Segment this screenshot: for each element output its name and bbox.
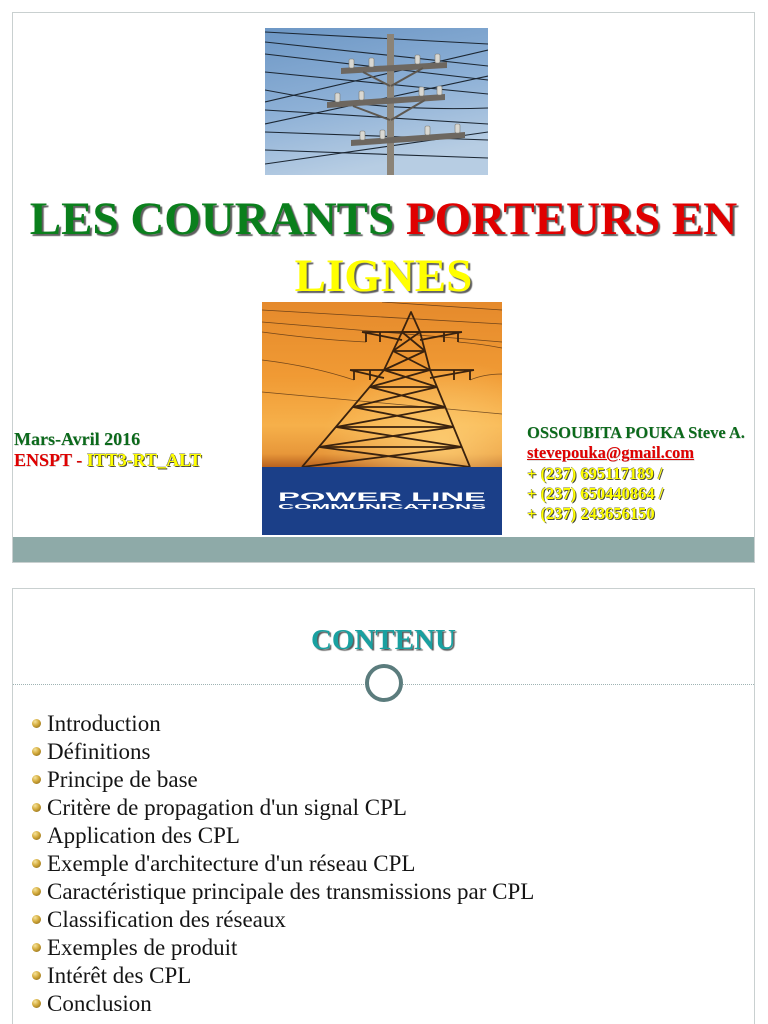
author-contact xyxy=(527,423,745,524)
list-item xyxy=(32,990,534,1018)
tower-sunset-image xyxy=(262,302,502,467)
list-item-label: Exemple d'architecture d'un réseau CPL xyxy=(47,851,416,876)
bullet-icon xyxy=(32,831,41,840)
banner-text xyxy=(262,467,502,535)
list-item-label: Caractéristique principale des transmissions par CPL xyxy=(47,879,535,904)
school-line xyxy=(14,450,201,471)
banner-line-1: POWER LINE xyxy=(278,490,486,504)
list-item-label: Définitions xyxy=(47,739,151,764)
bullet-icon xyxy=(32,887,41,896)
list-item xyxy=(32,822,534,850)
list-item xyxy=(32,934,534,962)
bullet-icon xyxy=(32,803,41,812)
list-item-label: Introduction xyxy=(47,711,161,736)
slide-footer-band xyxy=(13,537,754,562)
author-name: OSSOUBITA POUKA Steve A. xyxy=(527,423,745,442)
bullet-icon xyxy=(32,915,41,924)
bullet-icon xyxy=(32,747,41,756)
contents-list xyxy=(32,710,534,1018)
slide-2 xyxy=(12,588,755,1024)
contents-title: CONTENU xyxy=(310,624,456,656)
pole xyxy=(387,34,394,175)
banner-line-2: COMMUNICATIONS xyxy=(278,504,488,511)
slide-1 xyxy=(12,12,755,563)
list-item-label: Principe de base xyxy=(47,767,198,792)
bullet-icon xyxy=(32,859,41,868)
bullet-icon xyxy=(32,999,41,1008)
email-line xyxy=(527,443,745,463)
power-line-banner xyxy=(262,467,502,535)
divider-ring-icon xyxy=(365,664,403,702)
list-item-label: Application des CPL xyxy=(47,823,240,848)
bullet-icon xyxy=(32,719,41,728)
phone-2: + (237) 650440864 / xyxy=(527,483,664,503)
list-item-label: Exemples de produit xyxy=(47,935,238,960)
power-lines-photo xyxy=(265,28,488,175)
list-item xyxy=(32,962,534,990)
date-and-school xyxy=(14,429,201,471)
presentation-title xyxy=(13,191,754,305)
list-item-label: Critère de propagation d'un signal CPL xyxy=(47,795,407,820)
list-item-label: Classification des réseaux xyxy=(47,907,286,932)
title-line-2 xyxy=(13,248,754,305)
title-part-3: LIGNES xyxy=(294,250,473,302)
list-item xyxy=(32,850,534,878)
bullet-icon xyxy=(32,971,41,980)
title-line-1 xyxy=(13,191,754,248)
list-item-label: Conclusion xyxy=(47,991,152,1016)
title-part-1: LES COURANTS xyxy=(29,193,395,245)
list-item xyxy=(32,710,534,738)
date: Mars-Avril 2016 xyxy=(14,429,141,449)
list-item xyxy=(32,738,534,766)
phone-1: + (237) 695117189 / xyxy=(527,463,663,483)
list-item-label: Intérêt des CPL xyxy=(47,963,192,988)
email-link[interactable]: stevepouka@gmail.com xyxy=(527,443,695,463)
list-item xyxy=(32,878,534,906)
bullet-icon xyxy=(32,775,41,784)
title-part-2: PORTEURS EN xyxy=(405,193,738,245)
class-name: ITT3-RT_ALT xyxy=(86,450,202,470)
bullet-icon xyxy=(32,943,41,952)
list-item xyxy=(32,794,534,822)
phone-3: + (237) 243656150 xyxy=(527,504,655,524)
list-item xyxy=(32,906,534,934)
transmission-tower-photo xyxy=(262,302,502,535)
list-item xyxy=(32,766,534,794)
school: ENSPT - xyxy=(14,450,83,470)
